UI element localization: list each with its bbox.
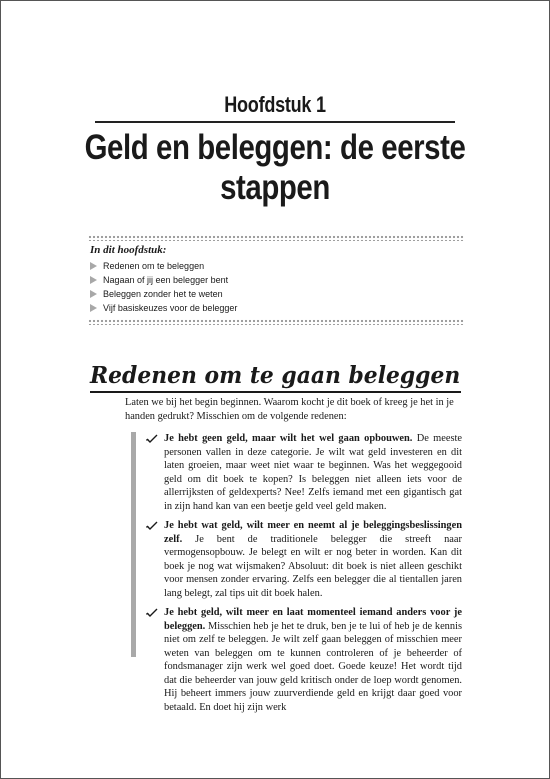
sidebar-gray-bar: [131, 432, 136, 657]
section-title: Redenen om te gaan beleggen: [90, 362, 461, 389]
contents-item-label: Beleggen zonder het te weten: [103, 289, 223, 299]
chapter-title-line-1: Geld en beleggen: de eerste: [84, 128, 466, 167]
contents-item-label: Redenen om te beleggen: [103, 261, 205, 271]
bullet-text: Je bent de traditionele belegger die streeft naar vermogensopbouw. Je belegt en wilt er nog beter in worden. Kan dit boek je nog wat wijsmaken? Absoluut: dit boek is niet alleen geschikt voor mensen zonder ervaring. Zelfs een belegger die al tientallen jaren lang belegt, zal tips uit dit boek halen.: [164, 533, 462, 599]
check-icon: [146, 434, 158, 443]
list-item: [90, 259, 237, 273]
bullet-lead: Je hebt wat geld, wilt meer en neemt al je beleggingsbeslissingen zelf.: [164, 520, 462, 545]
dotted-divider-top: [88, 235, 464, 241]
contents-item-label: Vijf basiskeuzes voor de belegger: [103, 303, 238, 313]
triangle-bullet-icon: [90, 262, 97, 270]
list-item: [144, 606, 462, 714]
list-item: [90, 287, 237, 301]
contents-item-label: Nagaan of jij een belegger bent: [103, 275, 229, 285]
triangle-bullet-icon: [90, 276, 97, 284]
triangle-bullet-icon: [90, 290, 97, 298]
chapter-label: Hoofdstuk 1: [224, 92, 326, 117]
check-icon: [146, 521, 158, 530]
triangle-bullet-icon: [90, 304, 97, 312]
chapter-rule: [95, 121, 455, 123]
chapter-title-line-2: stappen: [220, 168, 330, 207]
intro-paragraph: Laten we bij het begin beginnen. Waarom kocht je dit boek of kreeg je het in je handen gedrukt? Misschien om de volgende redenen:: [125, 397, 454, 422]
list-item: [144, 519, 462, 600]
dotted-divider-bottom: [88, 319, 464, 325]
chapter-title: [78, 128, 473, 208]
bullet-text: De meeste personen vallen in deze categorie. Je wilt wat geld investeren en dit laten groeien, maar weet niet waar te beginnen. Was het weggegooid geld om dit boek te kopen? Is beleggen niet alleen iets voor de allerrijksten of geldexperts? Nee! Zelfs iemand met een gigantisch gat in zijn hand kan van een beetje geld veel geld maken.: [164, 433, 462, 512]
chapter-contents-box: [88, 235, 464, 321]
contents-header: In dit hoofdstuk:: [90, 244, 167, 256]
reasons-list: [144, 432, 462, 720]
contents-list: [90, 259, 237, 315]
section-rule: [90, 391, 461, 393]
bullet-lead: Je hebt geld, wilt meer en laat momenteel iemand anders voor je beleggen.: [164, 607, 462, 632]
list-item: [90, 301, 237, 315]
bullet-text: Misschien heb je het te druk, ben je te lui of heb je de kennis niet om zelf te beleggen. Je wilt zelf gaan beleggen of misschien meer weten van beleggen om te kunnen controleren of je beheerder of fondsmanager zijn werk wel goed doet. Goede keuze! Het wordt tijd dat die beheerder van jouw geld kritisch onder de loep wordt genomen. Hij beheert immers jouw zuurverdiende geld en krijgt daar goed voor betaald. En doet hij zijn werk: [164, 620, 462, 713]
list-item: [144, 432, 462, 513]
bullet-lead: Je hebt geen geld, maar wilt het wel gaan opbouwen.: [164, 433, 413, 444]
list-item: [90, 273, 237, 287]
check-icon: [146, 608, 158, 617]
